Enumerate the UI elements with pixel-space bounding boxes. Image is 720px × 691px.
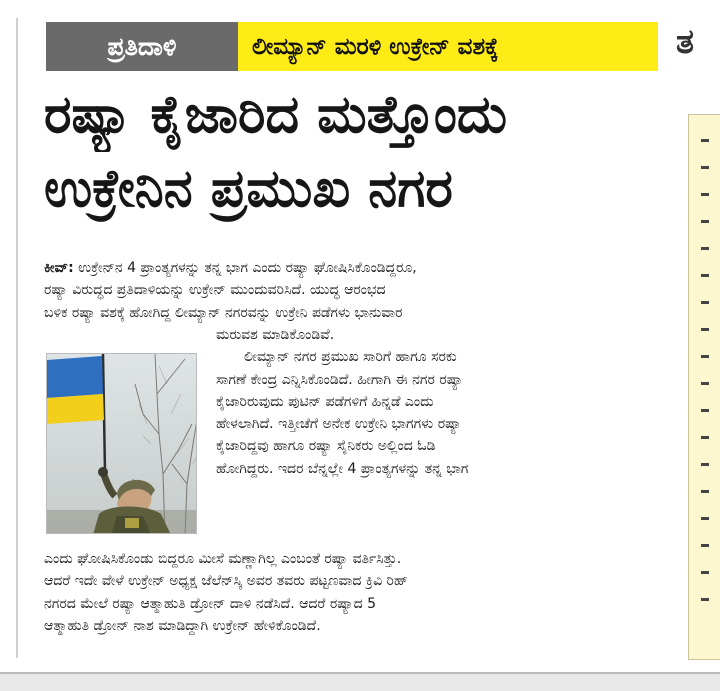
- article-line: ರಷ್ಯಾ ವಿರುದ್ಧದ ಪ್ರತಿದಾಳಿಯನ್ನು ಉಕ್ರೇನ್ ಮುಂದುವರಿಸಿದೆ. ಯುದ್ಧ ಆರಂಭದ: [44, 282, 386, 299]
- headline-line-1: ರಷ್ಯಾ ಕೈಜಾರಿದ ಮತ್ತೊಂದು: [44, 85, 508, 145]
- article-line: ಮರುವಶ ಮಾಡಿಕೊಂಡಿವೆ.: [216, 327, 335, 343]
- next-column-heading: ತ: [676, 22, 695, 62]
- article-line: ಆತ್ಮಾಹುತಿ ಡ್ರೋನ್ ನಾಶ ಮಾಡಿದ್ದಾಗಿ ಉಕ್ರೇನ್ ಹೇಳಿಕೊಂಡಿದೆ.: [44, 617, 321, 634]
- article-line: ಸಾಗಣೆ ಕೇಂದ್ರ ಎನ್ನಿಸಿಕೊಂಡಿದೆ. ಹೀಗಾಗಿ ಈ ನಗರ ರಷ್ಯಾ: [216, 371, 464, 388]
- page-bottom-edge: [0, 672, 720, 691]
- article-line: ಕೈಜಾರಿರುವುದು ಪುಟಿನ್ ಪಡೆಗಳಿಗೆ ಹಿನ್ನಡೆ ಎಂದು: [216, 393, 434, 410]
- article-line: ಎಂದು ಘೋಷಿಸಿಕೊಂಡು ಬಿದ್ದರೂ ಮೀಸೆ ಮಣ್ಣಾಗಿಲ್ಲ ಎಂಬಂತೆ ರಷ್ಯಾ ವರ್ತಿಸಿತ್ತು.: [44, 551, 402, 567]
- article-line: ಕೀವ್: ಉಕ್ರೇನ್‌ನ 4 ಪ್ರಾಂತ್ಯಗಳನ್ನು ತನ್ನ ಭಾಗ ಎಂದು ರಷ್ಯಾ ಘೋಷಿಸಿಕೊಂಡಿದ್ದರೂ,: [44, 260, 417, 276]
- headline-line-2: ಉಕ್ರೇನಿನ ಪ್ರಮುಖ ನಗರ: [44, 159, 453, 219]
- soldier-with-flag-image: [47, 354, 197, 534]
- article-line: ನಗರದ ಮೇಲೆ ರಷ್ಯಾ ಆತ್ಮಾಹುತಿ ಡ್ರೋನ್ ದಾಳಿ ನಡೆಸಿದೆ. ಆದರೆ ರಷ್ಯಾದ 5: [44, 595, 377, 612]
- sidebar-text-fragments: [701, 139, 711, 625]
- column-divider: [16, 18, 18, 658]
- kicker-tag: ಪ್ರತಿದಾಳಿ: [46, 22, 238, 71]
- article-line: ಕೈಜಾರಿದ್ದವು ಹಾಗೂ ರಷ್ಯಾ ಸೈನಿಕರು ಅಲ್ಲಿಂದ ಓಡಿ: [216, 438, 436, 455]
- article-wrap-text: [216, 324, 660, 480]
- kicker-bar: [46, 22, 658, 71]
- article-line: ಆದರೆ ಇದೇ ವೇಳೆ ಉಕ್ರೇನ್ ಅಧ್ಯಕ್ಷ ಜೆಲೆನ್‌ಸ್ಕಿ ಅವರ ತವರು ಪಟ್ಟಣವಾದ ಕ್ರಿವಿ ರಿಹ್: [44, 573, 409, 590]
- headline: [44, 78, 654, 226]
- news-photo: [46, 353, 197, 534]
- article-intro: [44, 257, 660, 324]
- article-line: ಬಳಿಕ ರಷ್ಯಾ ವಶಕ್ಕೆ ಹೋಗಿದ್ದ ಲೀಮ್ಯಾನ್ ನಗರವನ್ನು ಉಕ್ರೇನಿ ಪಡೆಗಳು ಭಾನುವಾರ: [44, 304, 403, 321]
- kicker-text: ಲೀಮ್ಯಾನ್ ಮರಳಿ ಉಕ್ರೇನ್ ವಶಕ್ಕೆ: [238, 22, 658, 71]
- article-continued: [44, 548, 660, 637]
- article-line: ಹೇಳಲಾಗಿದೆ. ಇತ್ತೀಚೆಗೆ ಅನೇಕ ಉಕ್ರೇನಿ ಭಾಗಗಳು ರಷ್ಯಾ: [216, 416, 462, 433]
- dateline: ಕೀವ್:: [44, 260, 74, 276]
- article-line: ಲೀಮ್ಯಾನ್ ನಗರ ಪ್ರಮುಖ ಸಾರಿಗೆ ಹಾಗೂ ಸರಕು: [244, 349, 457, 366]
- sidebar-box: [688, 114, 720, 660]
- article-line: ಹೋಗಿದ್ದರು. ಇದರ ಬೆನ್ನಲ್ಲೇ 4 ಪ್ರಾಂತ್ಯಗಳನ್ನು ತನ್ನ ಭಾಗ: [216, 460, 469, 477]
